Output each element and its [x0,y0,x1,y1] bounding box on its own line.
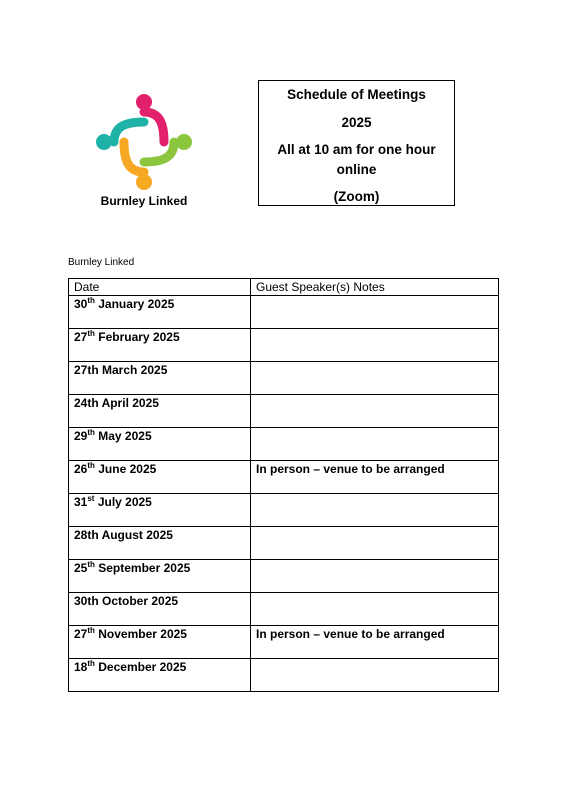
table-row [69,395,499,428]
date-day: 27th March 2025 [74,363,168,377]
notes-cell [251,329,499,362]
table-row [69,362,499,395]
table-row [69,494,499,527]
notes-cell [251,296,499,329]
notes-cell [251,494,499,527]
schedule-table [68,278,499,692]
date-cell [69,527,251,560]
date-day: 25 [74,561,88,575]
date-day: 26 [74,462,88,476]
notes-cell [251,395,499,428]
table-row [69,461,499,494]
date-day: 27 [74,330,88,344]
linked-people-icon [92,90,196,194]
date-rest: February 2025 [94,330,180,344]
date-cell [69,296,251,329]
table-row [69,626,499,659]
table-row [69,560,499,593]
logo-name: Burnley Linked [100,194,188,208]
table-row [69,428,499,461]
date-suffix: th [87,626,95,635]
title-line-1: Schedule of Meetings [287,87,426,102]
notes-cell [251,560,499,593]
logo-person-body-green [144,142,174,162]
date-rest: November 2025 [94,627,187,641]
date-day: 28th August 2025 [74,528,173,542]
date-cell [69,494,251,527]
date-rest: June 2025 [94,462,157,476]
header-notes: Guest Speaker(s) Notes [251,279,499,296]
notes-cell [251,362,499,395]
date-suffix: th [87,296,95,305]
date-day: 18 [74,660,88,674]
date-day: 27 [74,627,88,641]
date-suffix: th [87,560,95,569]
date-suffix: th [87,329,95,338]
table-row [69,593,499,626]
date-day: 24th April 2025 [74,396,159,410]
table-body [69,296,499,692]
notes-cell: In person – venue to be arranged [251,626,499,659]
date-rest: September 2025 [94,561,191,575]
date-cell [69,428,251,461]
notes-cell: In person – venue to be arranged [251,461,499,494]
date-cell [69,395,251,428]
date-rest: July 2025 [94,495,152,509]
table-row [69,296,499,329]
title-line-5: (Zoom) [333,189,380,204]
notes-cell [251,527,499,560]
date-rest: January 2025 [94,297,175,311]
table-header-row [69,279,499,296]
date-suffix: th [87,461,95,470]
title-line-3: All at 10 am for one hour [277,142,436,157]
title-line-2: 2025 [341,115,372,130]
date-day: 30th October 2025 [74,594,179,608]
org-label: Burnley Linked [68,257,135,268]
date-cell [69,329,251,362]
title-line-4: online [336,162,377,177]
date-cell [69,659,251,692]
logo-person-body-pink [144,112,164,142]
date-suffix: th [87,428,95,437]
notes-cell [251,428,499,461]
notes-cell [251,659,499,692]
header-date: Date [69,279,251,296]
date-rest: May 2025 [94,429,152,443]
date-day: 29 [74,429,88,443]
table-row [69,329,499,362]
date-cell [69,626,251,659]
table-row [69,527,499,560]
date-cell [69,560,251,593]
notes-cell [251,593,499,626]
date-cell [69,362,251,395]
date-suffix: st [87,494,95,503]
date-day: 30 [74,297,88,311]
date-day: 31 [74,495,88,509]
schedule-title-box [258,80,455,206]
logo-person-body-orange [124,142,144,172]
logo-person-body-teal [114,122,144,142]
date-cell [69,593,251,626]
date-rest: December 2025 [94,660,187,674]
burnley-linked-logo [88,90,200,214]
date-cell [69,461,251,494]
date-suffix: th [87,659,95,668]
table-row [69,659,499,692]
